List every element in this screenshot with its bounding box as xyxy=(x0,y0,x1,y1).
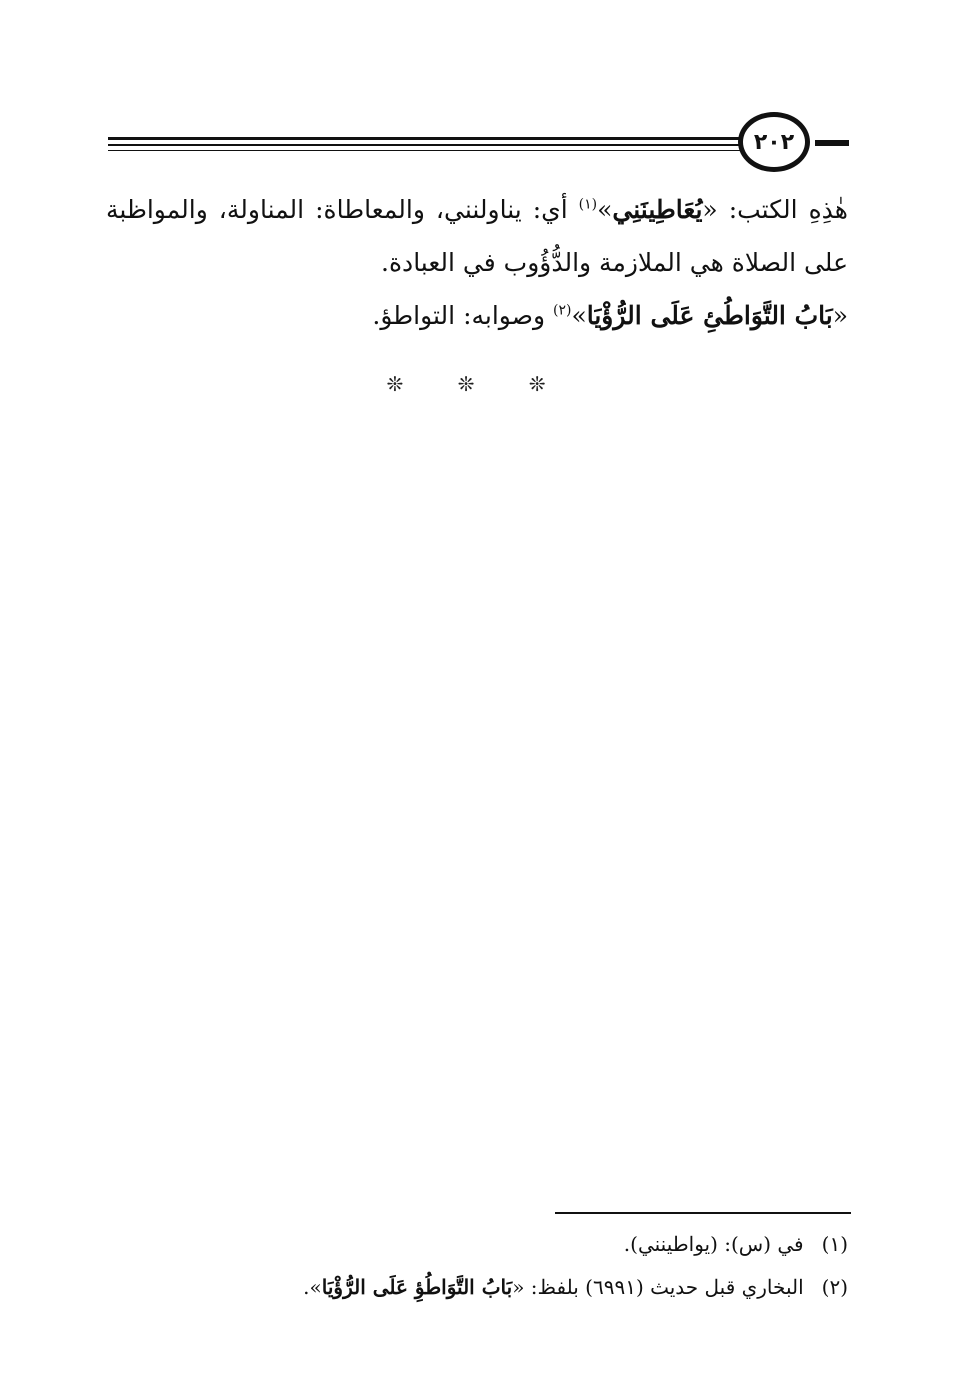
line3-quote-close: » xyxy=(571,301,587,330)
line3-text-b: وصوابه: التواطؤ. xyxy=(372,301,553,330)
footnote-ref-2: (٢) xyxy=(552,302,572,319)
footnote-2-number: (٢) xyxy=(821,1275,848,1299)
footnote-2-term: بَابُ التَّوَاطُؤِ عَلَى الرُّؤْيَا xyxy=(321,1275,513,1299)
line1-term: يُعَاطِينَنِي xyxy=(612,195,703,224)
header-rule-top xyxy=(108,137,744,140)
footnote-rule xyxy=(555,1212,851,1214)
body-line-1 xyxy=(106,197,848,222)
footnote-2-text-a: البخاري قبل حديث (٦٩٩١) بلفظ: « xyxy=(512,1275,804,1299)
page-number-frame xyxy=(738,112,810,172)
body-line-3 xyxy=(106,303,848,328)
footnote-1-number: (١) xyxy=(821,1232,848,1256)
footnote-2 xyxy=(106,1275,848,1299)
header-rule-bottom xyxy=(108,150,744,151)
line3-term: بَابُ التَّوَاطُئِ عَلَى الرُّؤْيَا xyxy=(586,301,833,330)
footnote-1 xyxy=(106,1232,848,1256)
page-number: ٢٠٢ xyxy=(753,129,795,155)
line1-text-a: هٰذِهِ الكتب: « xyxy=(702,195,848,224)
footnote-2-text-b: ». xyxy=(303,1275,322,1299)
line1-text-b: أي: يناولنني، والمعاطاة: المناولة، والمواظبة xyxy=(106,195,579,224)
line1-quote-close: » xyxy=(597,195,613,224)
section-separator: ❊ ❊ ❊ xyxy=(386,372,570,396)
header-rule-middle xyxy=(108,144,744,146)
body-line-2: على الصلاة هي الملازمة والدُّؤُوب في العبادة. xyxy=(381,248,848,277)
footnote-1-text: في (س): (يواطينني). xyxy=(623,1232,804,1256)
header-rule-right xyxy=(815,140,849,146)
footnote-ref-1: (١) xyxy=(578,196,598,213)
line3-quote-open: « xyxy=(832,301,848,330)
